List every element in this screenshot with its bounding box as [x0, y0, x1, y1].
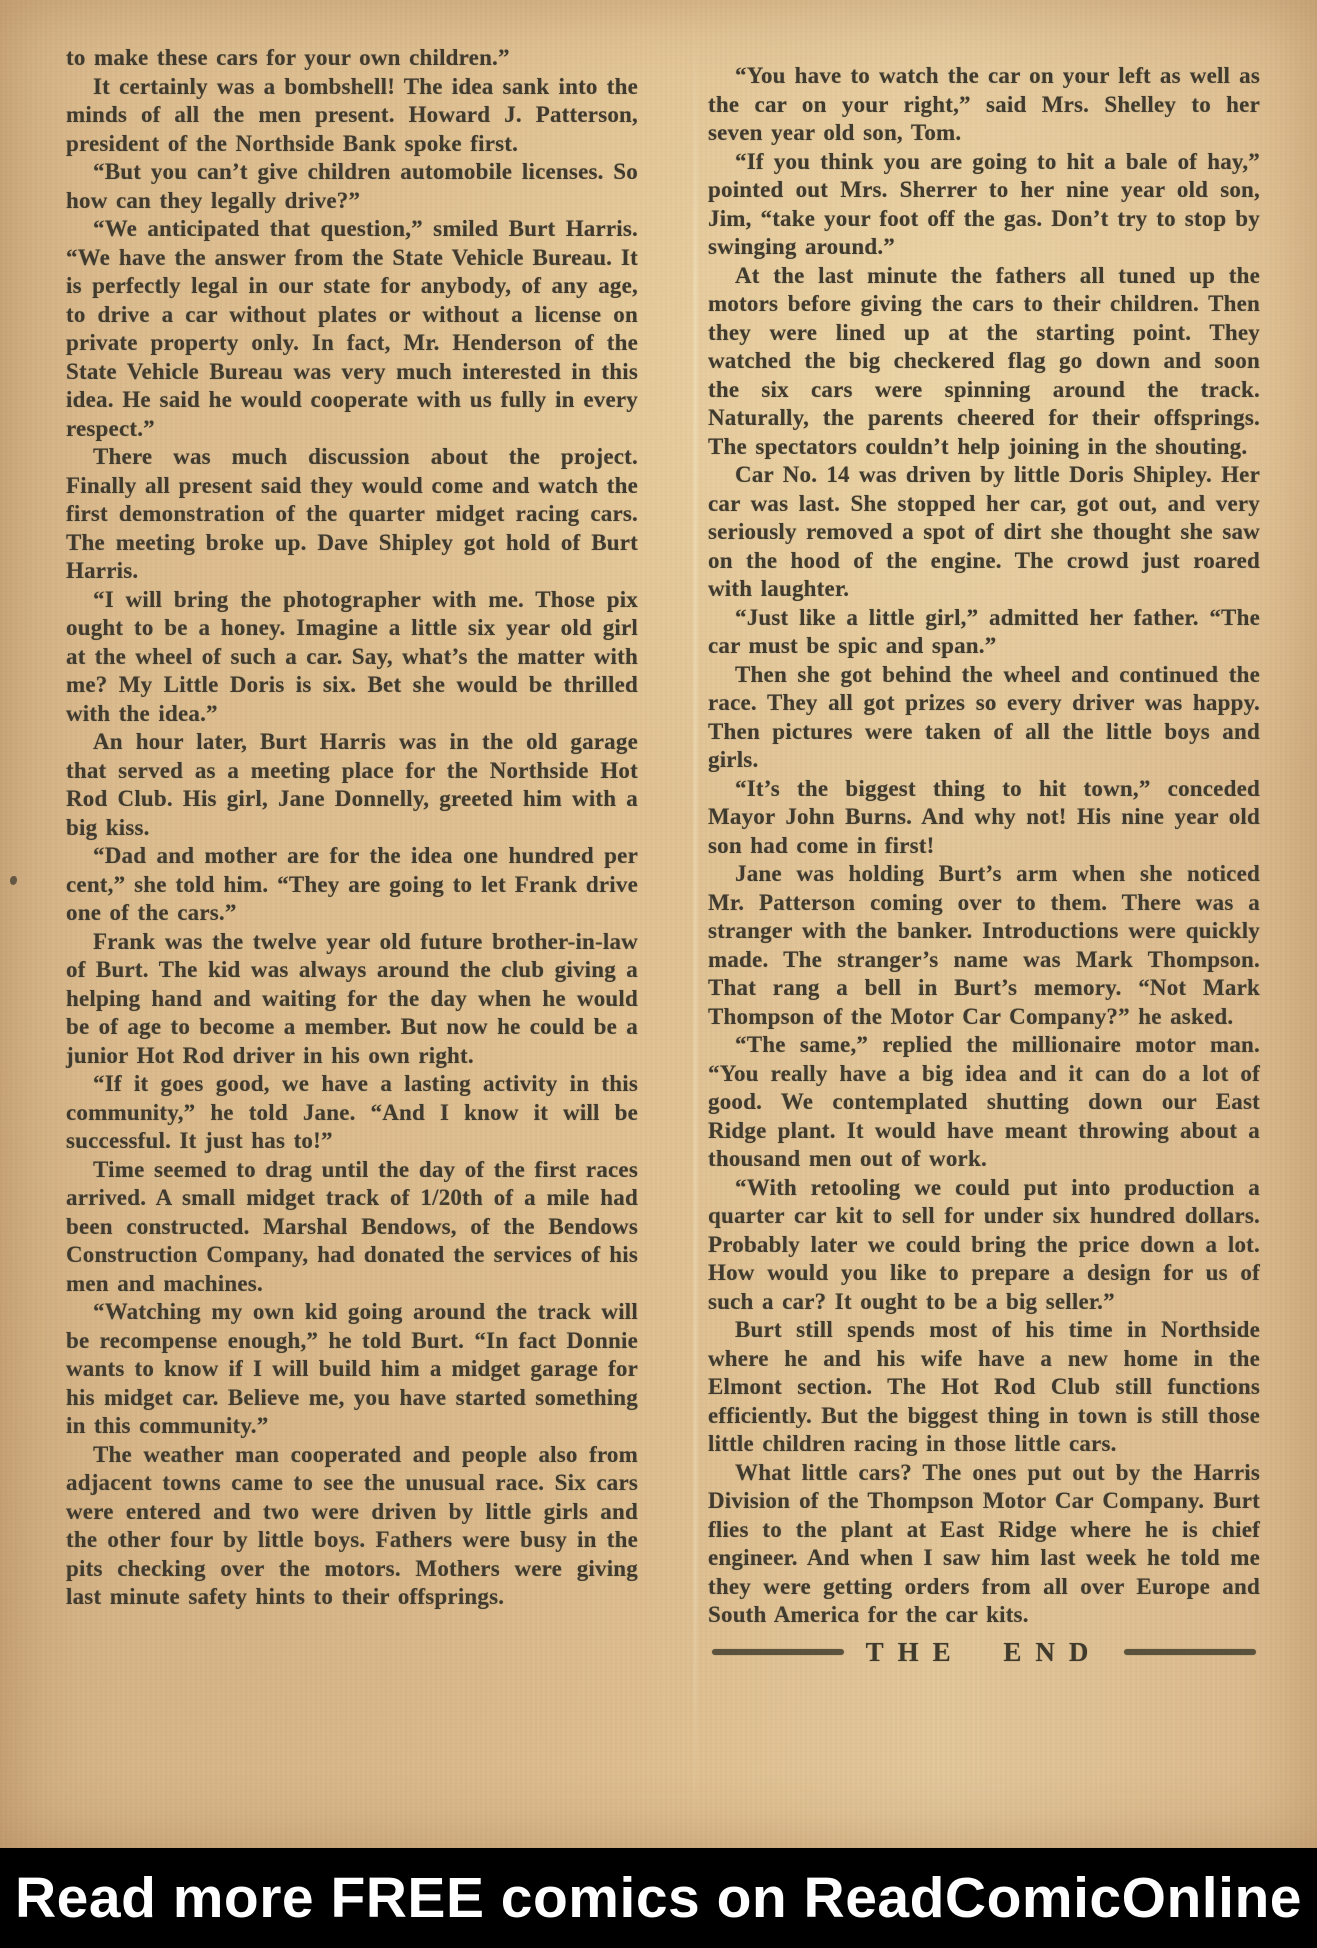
the-end-label: THE END — [865, 1636, 1103, 1667]
story-paragraph: An hour later, Burt Harris was in the old garage that served as a meeting place for the Northside Hot Rod Club. His girl, Jane Donnelly, greeted him with a big kiss. — [66, 729, 638, 840]
story-paragraph: “If it goes good, we have a lasting activity in this community,” he told Jane. “And I know it will be successful. It just has to!” — [66, 1071, 638, 1153]
story-paragraph: “But you can’t give children automobile licenses. So how can they legally drive?” — [66, 159, 638, 213]
paper-crease — [694, 0, 697, 1848]
story-paragraph: “Just like a little girl,” admitted her father. “The car must be spic and span.” — [708, 604, 1260, 658]
story-paragraph: to make these cars for your own children.” — [66, 45, 510, 70]
story-paragraph: “We anticipated that question,” smiled Burt Harris. “We have the answer from the State Vehicle Bureau. It is perfectly legal in our state for anybody, of any age, to drive a car without plates or without a license on private property only. In fact, Mr. Henderson of the State Vehicle Bureau was very much interested in this idea. He said he would cooperate with us fully in every respect.” — [66, 216, 638, 441]
footer-banner-text: Read more FREE comics on ReadComicOnline — [15, 1866, 1302, 1930]
story-paragraph: The weather man cooperated and people also from adjacent towns came to see the unusual race. Six cars were entered and two were driven by little girls and the other four by little boys. Fathers were busy in the pits checking over the motors. Mothers were giving last minute safety hints to their offsprings. — [66, 1441, 638, 1609]
footer-banner — [0, 1848, 1317, 1948]
story-paragraph: Then she got behind the wheel and continued the race. They all got prizes so every driver was happy. Then pictures were taken of all the little boys and girls. — [708, 661, 1260, 772]
story-paragraph: Jane was holding Burt’s arm when she noticed Mr. Patterson coming over to them. There was a stranger with the banker. Introductions were quickly made. The stranger’s name was Mark Thompson. That rang a bell in Burt’s memory. “Not Mark Thompson of the Motor Car Company?” he asked. — [708, 861, 1260, 1029]
story-paragraph: “If you think you are going to hit a bale of hay,” pointed out Mrs. Sherrer to her nine year old son, Jim, “take your foot off the gas. Don’t try to stop by swinging around.” — [708, 148, 1260, 259]
story-paragraph: “Watching my own kid going around the track will be recompense enough,” he told Burt. “In fact Donnie wants to know if I will build him a midget garage for his midget car. Believe me, you have started something in this community.” — [66, 1299, 638, 1438]
story-paragraph: Burt still spends most of his time in Northside where he and his wife have a new home in the Elmont section. The Hot Rod Club still functions efficiently. But the biggest thing in town is still those little children racing in those little cars. — [708, 1317, 1260, 1456]
ink-speck — [10, 876, 17, 885]
paragraph-group-right — [708, 62, 1260, 1630]
story-paragraph: Car No. 14 was driven by little Doris Shipley. Her car was last. She stopped her car, got out, and very seriously removed a spot of dirt she thought she saw on the hood of the engine. The crowd just roared with laughter. — [708, 462, 1260, 601]
story-paragraph: “It’s the biggest thing to hit town,” conceded Mayor John Burns. And why not! His nine year old son had come in first! — [708, 775, 1260, 858]
paragraph-group-left — [66, 44, 638, 1612]
story-paragraph: Time seemed to drag until the day of the first races arrived. A small midget track of 1/20th of a mile had been constructed. Marshal Bendows, of the Bendows Construction Company, had donated the services of his men and machines. — [66, 1156, 638, 1296]
story-column-right — [708, 62, 1260, 1666]
the-end-rule-right — [1124, 1649, 1256, 1655]
story-paragraph: “Dad and mother are for the idea one hundred per cent,” she told him. “They are going to let Frank drive one of the cars.” — [66, 843, 638, 925]
story-paragraph: At the last minute the fathers all tuned up the motors before giving the cars to their children. Then they were lined up at the starting point. They watched the big checkered flag go down and soon the six cars were spinning around the track. Naturally, the parents cheered for their offsprings. The spectators couldn’t help joining in the shouting. — [708, 262, 1260, 459]
story-paragraph: “You have to watch the car on your left as well as the car on your right,” said Mrs. Shelley to her seven year old son, Tom. — [708, 63, 1260, 145]
story-paragraph: There was much discussion about the project. Finally all present said they would come and watch the first demonstration of the quarter midget racing cars. The meeting broke up. Dave Shipley got hold of Burt Harris. — [66, 444, 638, 583]
story-column-left — [66, 44, 638, 1612]
story-paragraph: “I will bring the photographer with me. Those pix ought to be a honey. Imagine a little six year old girl at the wheel of such a car. Say, what’s the matter with me? My Little Doris is six. Bet she would be thrilled with the idea.” — [66, 586, 638, 726]
story-paragraph: It certainly was a bombshell! The idea sank into the minds of all the men present. Howard J. Patterson, president of the Northside Bank spoke first. — [66, 73, 638, 156]
the-end-line — [708, 1638, 1260, 1667]
the-end-rule-left — [712, 1649, 844, 1655]
story-paragraph: Frank was the twelve year old future brother-in-law of Burt. The kid was always around the club giving a helping hand and waiting for the day when he would be of age to become a member. But now he could be a junior Hot Rod driver in his own right. — [66, 928, 638, 1068]
story-paragraph: “With retooling we could put into production a quarter car kit to sell for under six hundred dollars. Probably later we could bring the price down a lot. How would you like to prepare a design for us of such a car? It ought to be a big seller.” — [708, 1174, 1260, 1314]
story-paragraph: What little cars? The ones put out by the Harris Division of the Thompson Motor Car Company. Burt flies to the plant at East Ridge where he is chief engineer. And when I saw him last week he told me they were getting orders from all over Europe and South America for the car kits. — [708, 1459, 1260, 1627]
story-paragraph: “The same,” replied the millionaire motor man. “You really have a big idea and it can do a lot of good. We contemplated shutting down our East Ridge plant. It would have meant throwing about a thousand men out of work. — [708, 1032, 1260, 1171]
